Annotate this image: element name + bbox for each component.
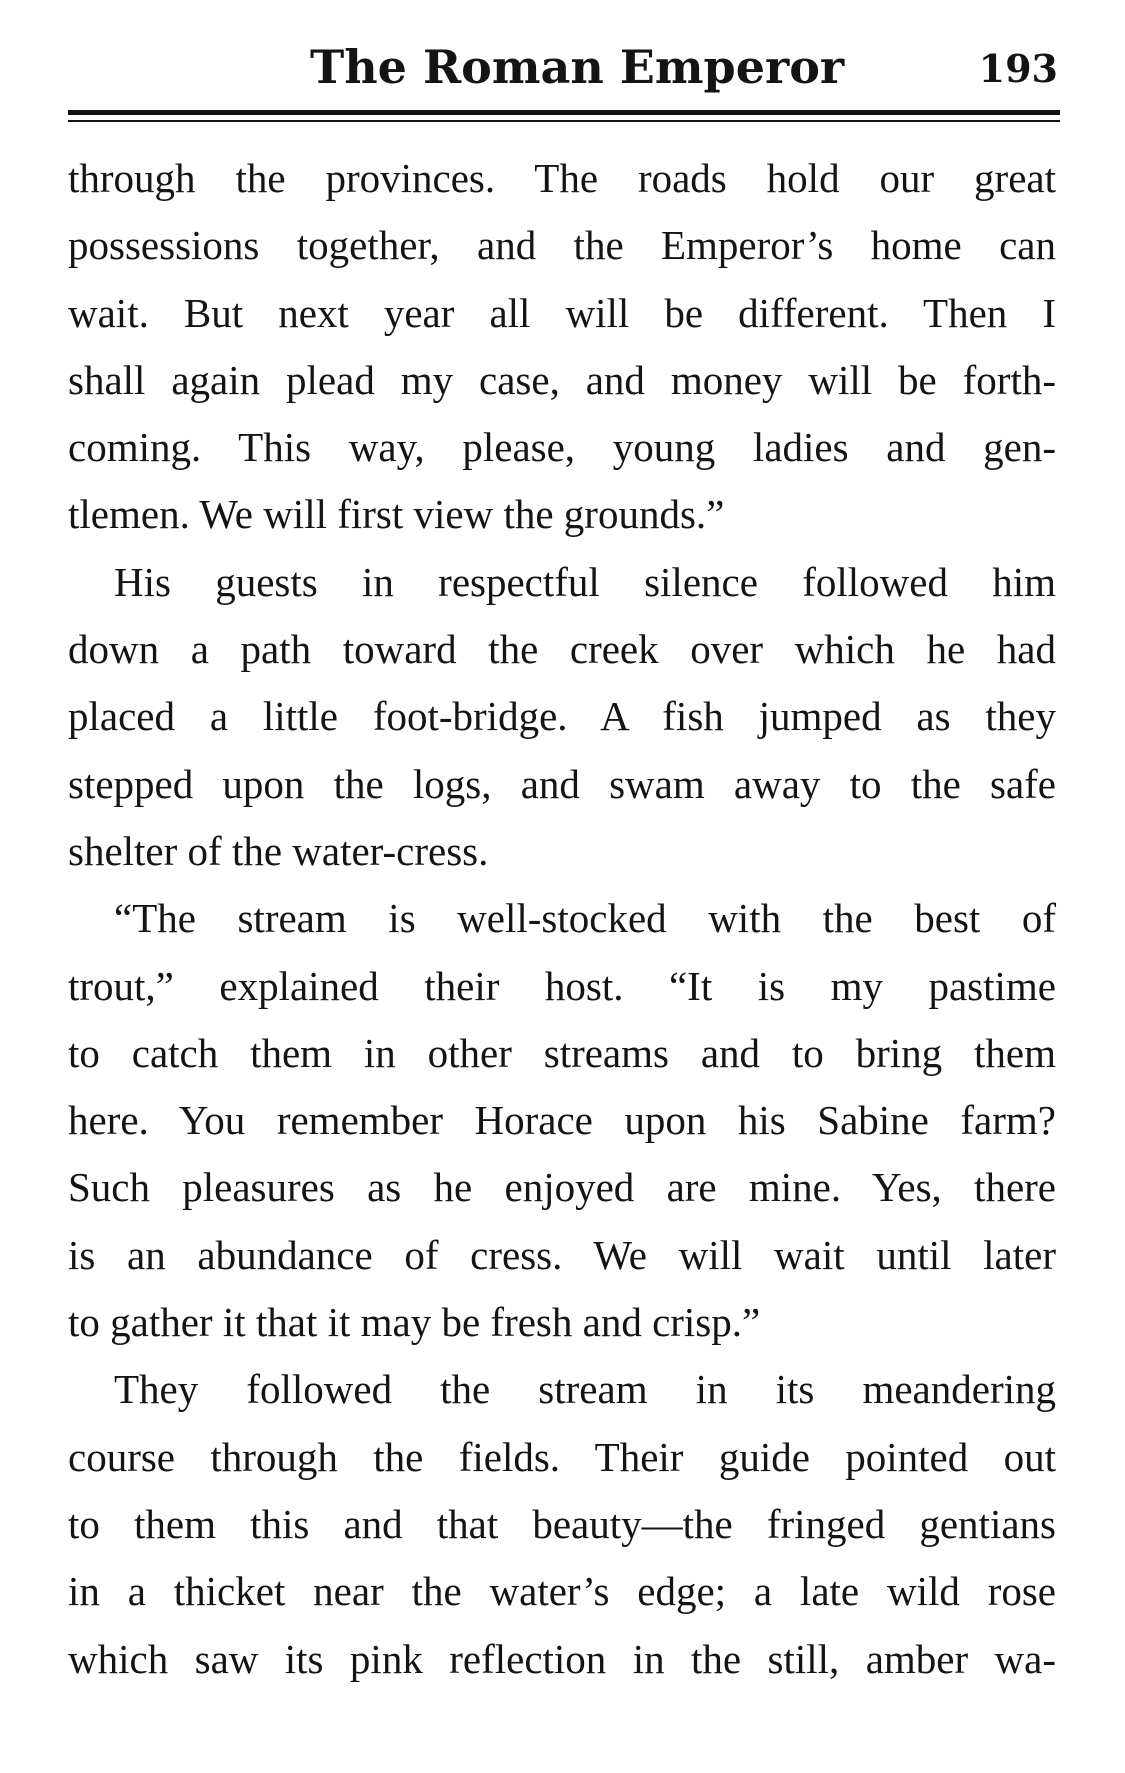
running-title: The Roman Emperor — [310, 40, 845, 94]
text-line: They followed the stream in its meandering — [114, 1366, 1056, 1413]
text-line: here. You remember Horace upon his Sabine farm? — [68, 1097, 1056, 1144]
text-line: which saw its pink reflection in the still, amber wa- — [68, 1635, 1056, 1682]
text-line: trout,” explained their host. “It is my pastime — [68, 962, 1056, 1009]
text-line: through the provinces. The roads hold our great — [68, 155, 1056, 201]
header-rule-thick — [68, 110, 1060, 115]
text-line: to catch them in other streams and to bring them — [68, 1029, 1056, 1076]
text-line: stepped upon the logs, and swam away to the safe — [68, 760, 1056, 807]
text-line: coming. This way, please, young ladies and gen- — [68, 424, 1056, 471]
text-line: to gather it that it may be fresh and crisp.” — [68, 1299, 761, 1346]
text-line: “The stream is well-stocked with the best of — [114, 895, 1056, 942]
text-line: placed a little foot-bridge. A fish jumped as they — [68, 693, 1056, 740]
text-line: to them this and that beauty—the fringed gentians — [68, 1500, 1056, 1547]
text-line: Such pleasures as he enjoyed are mine. Yes, there — [68, 1164, 1056, 1211]
text-line: in a thicket near the water’s edge; a late wild rose — [68, 1568, 1056, 1615]
text-line: shall again plead my case, and money will be forth- — [68, 356, 1056, 403]
header-rule-thin — [68, 120, 1060, 122]
text-line: wait. But next year all will be different. Then I — [68, 289, 1056, 336]
text-line: is an abundance of cress. We will wait until later — [68, 1231, 1056, 1278]
text-line: possessions together, and the Emperor’s home can — [68, 222, 1056, 269]
text-line: His guests in respectful silence followed him — [114, 558, 1056, 605]
text-line: shelter of the water-cress. — [68, 827, 489, 874]
page-number: 193 — [978, 46, 1058, 91]
text-line: down a path toward the creek over which he had — [68, 626, 1056, 673]
page-header — [68, 40, 1058, 100]
text-line: course through the fields. Their guide pointed out — [68, 1433, 1056, 1480]
body-text — [68, 145, 1056, 1693]
text-line: tlemen. We will first view the grounds.” — [68, 491, 725, 538]
